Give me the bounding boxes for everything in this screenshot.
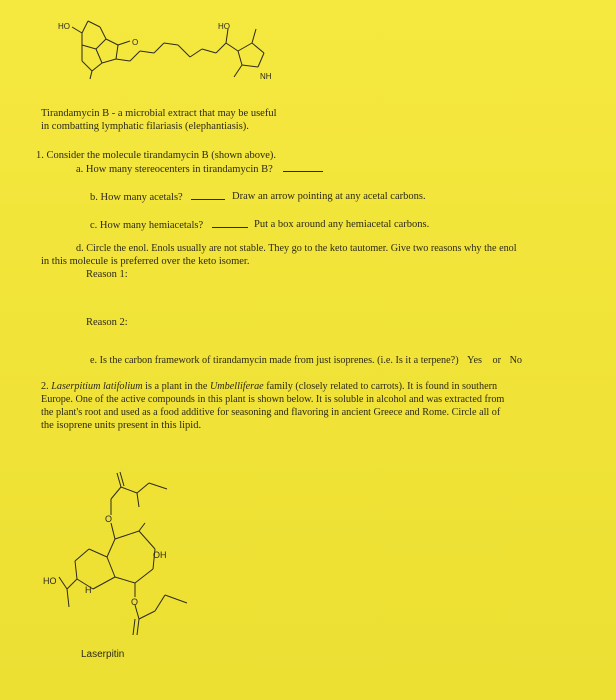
q1a	[76, 162, 323, 176]
q2-line-1	[41, 380, 497, 393]
q1d-line-1: d. Circle the enol. Enols usually are not stable. They go to the keto tautomer. Give two reasons why the enol	[76, 243, 517, 254]
q1a-text: a. How many stereocenters in tirandamycin B?	[76, 164, 273, 175]
q1c-answer-blank[interactable]	[212, 218, 248, 228]
q1e-yes-option[interactable]: Yes	[467, 355, 482, 366]
q2-mid-text: is a plant in the	[142, 381, 210, 392]
o-ester-label: O	[105, 514, 113, 524]
intro-line-1: Tirandamycin B - a microbial extract that may be useful	[41, 108, 277, 119]
q1b-answer-blank[interactable]	[191, 190, 225, 200]
reason-2-label: Reason 2:	[86, 317, 128, 328]
q1e-or: or	[492, 355, 502, 366]
q1b-instruction: Draw an arrow pointing at any acetal carbons.	[232, 191, 426, 202]
q2-species-name: Laserpitium latifolium	[51, 381, 143, 392]
q1a-answer-blank[interactable]	[283, 162, 323, 172]
q1d-line-2: in this molecule is preferred over the keto isomer.	[41, 256, 250, 267]
oh-label: OH	[153, 550, 167, 560]
q1c	[90, 218, 248, 232]
q2-post-text: family (closely related to carrots). It is found in southern	[263, 381, 498, 392]
q1c-text: c. How many hemiacetals?	[90, 220, 204, 231]
q1b-text: b. How many acetals?	[90, 192, 183, 203]
o-ring-label: O	[132, 38, 139, 47]
tirandamycin-structure	[20, 5, 320, 105]
reason-1-label: Reason 1:	[86, 269, 128, 280]
q1e	[90, 354, 522, 367]
ho-label-left: HO	[58, 22, 70, 31]
q1e-text: e. Is the carbon framework of tirandamycin made from just isoprenes. (i.e. Is it a terpene?)	[90, 355, 459, 366]
q1c-instruction: Put a box around any hemiacetal carbons.	[254, 219, 430, 230]
q2-line-4: the isoprene units present in this lipid.	[41, 420, 202, 431]
ho-label-top: HO	[218, 22, 230, 31]
q2-family-name: Umbelliferae	[209, 381, 264, 392]
laserpitin-name: Laserpitin	[81, 649, 125, 660]
laserpitin-structure	[35, 465, 215, 670]
q2-line-3: the plant's root and used as a food additive for seasoning and flavoring in ancient Greece and Rome. Circle all of	[41, 407, 501, 418]
q2-line-2: Europe. One of the active compounds in this plant is shown below. It is soluble in alcohol and was extracted from	[41, 394, 505, 405]
q1b	[90, 190, 225, 204]
q1-header: 1. Consider the molecule tirandamycin B (shown above).	[36, 150, 276, 161]
q1e-no-option[interactable]: No	[509, 355, 523, 366]
o-lower-label: O	[131, 597, 139, 607]
nh-label: NH	[260, 72, 272, 81]
intro-line-2: in combatting lymphatic filariasis (elephantiasis).	[41, 121, 249, 132]
h-label: H	[85, 585, 92, 595]
q2-number: 2.	[41, 381, 52, 392]
ho-label: HO	[43, 576, 57, 586]
